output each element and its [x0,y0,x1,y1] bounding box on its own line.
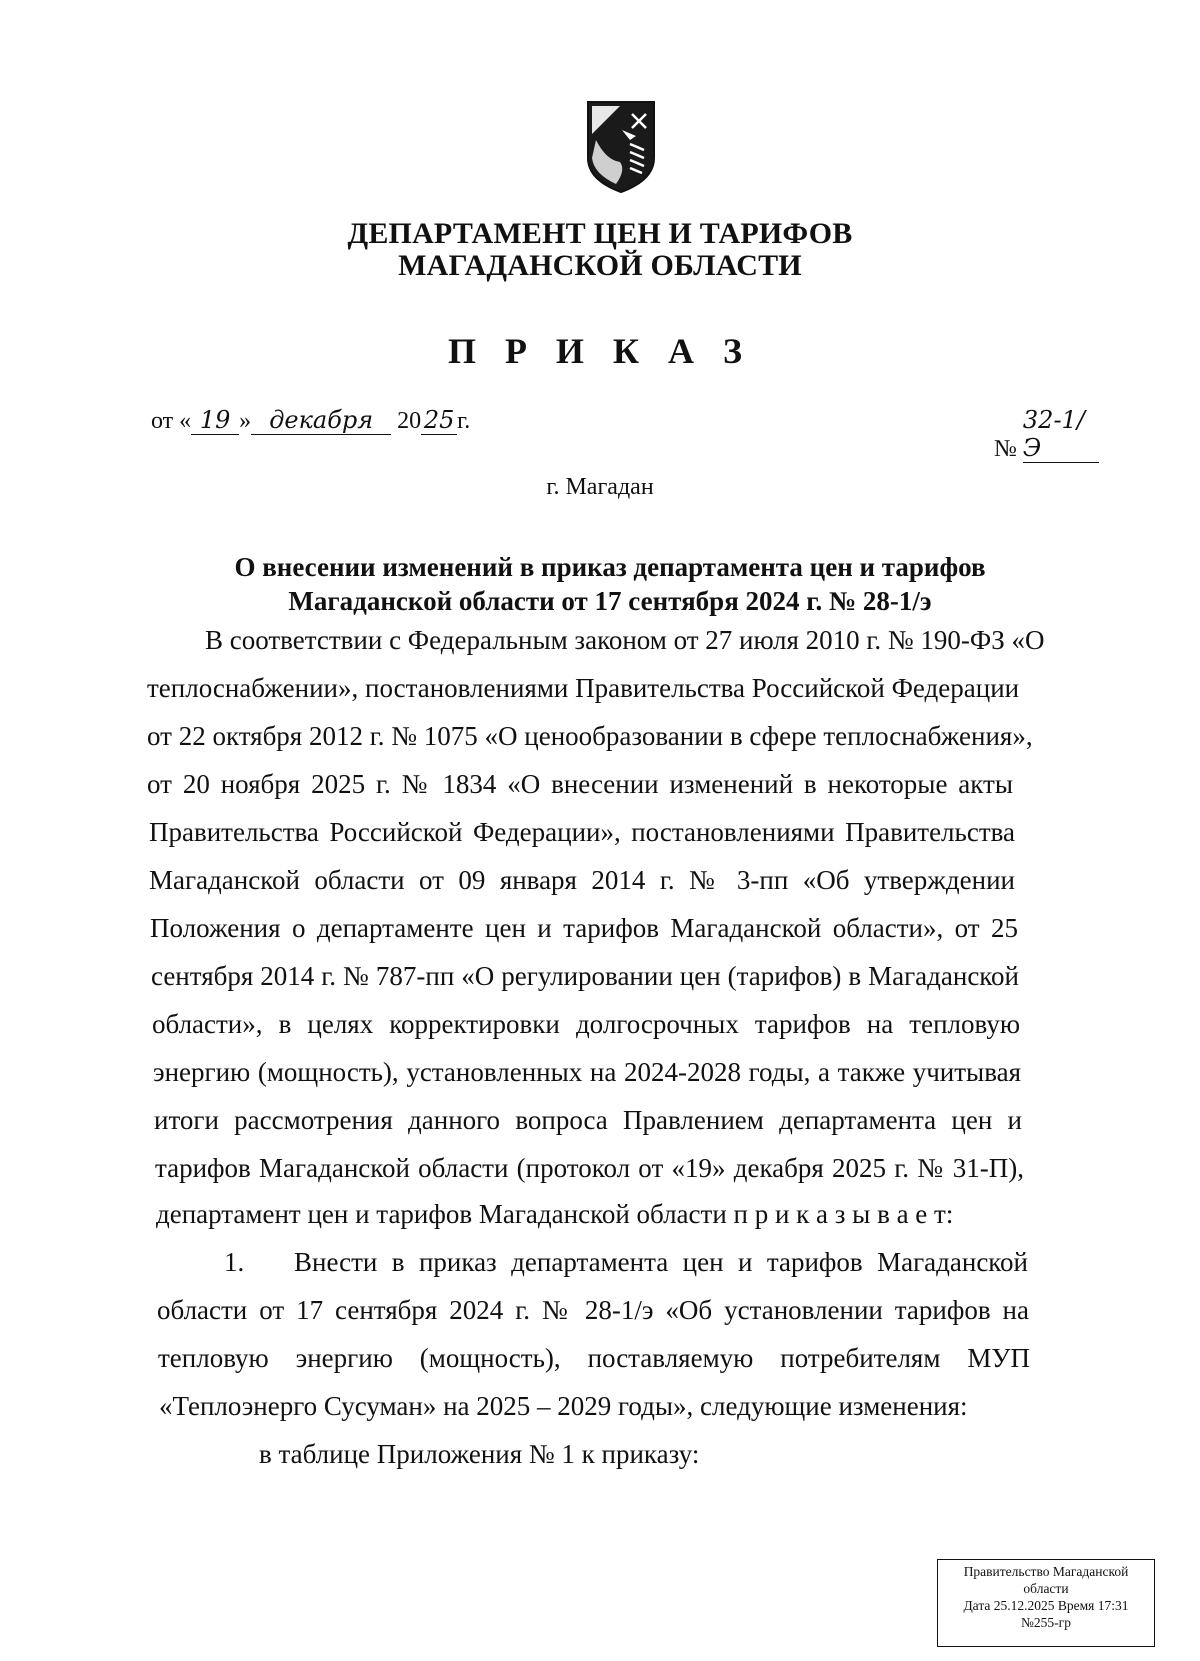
body-line: теплоснабжении», постановлениями Правительства Российской Федерации [147,673,1020,703]
body-line: департамент цен и тарифов Магаданской области п р и к а з ы в а е т: [156,1199,954,1229]
city: г. Магадан [546,474,654,500]
item-line: области от 17 сентября 2024 г. № 28-1/э «Об установлении тарифов на [157,1295,1029,1325]
number-label: № [994,436,1017,462]
date-suffix: г. [457,408,471,434]
date-day: 19 [191,406,239,435]
registration-stamp [937,1559,1155,1647]
order-title-line1: О внесении изменений в приказ департамента цен и тарифов [234,552,986,582]
stamp-line: №255-гр [1021,1615,1071,1630]
body-line: тарифов Магаданской области (протокол от «19» декабря 2025 г. № 31-П), [155,1153,1024,1183]
item-number: 1. [224,1247,245,1277]
body-line: итоги рассмотрения данного вопроса Правлением департамента цен и [154,1105,1022,1135]
body-line: энергию (мощность), установленных на 2024-2028 годы, а также учитывая [153,1057,1021,1087]
department-name-line2: МАГАДАНСКОЙ ОБЛАСТИ [398,249,802,282]
body-line: сентября 2014 г. № 787-пп «О регулировании цен (тарифов) в Магаданской [151,961,1019,991]
body-line: от 20 ноября 2025 г. № 1834 «О внесении изменений в некоторые акты [147,769,1013,799]
body-line: области», в целях корректировки долгосрочных тарифов на тепловую [152,1009,1020,1039]
order-title-line2: Магаданской области от 17 сентября 2024 г. № 28-1/э [288,586,932,616]
coat-of-arms-icon [586,100,656,194]
document-number [994,406,1099,463]
date-year-suffix: 25 [421,406,457,435]
department-name-line1: ДЕПАРТАМЕНТ ЦЕН И ТАРИФОВ [347,217,853,250]
item-line: тепловую энергию (мощность), поставляемую потребителям МУП [158,1343,1030,1373]
date-year-prefix: 20 [397,408,422,434]
number-value: 32-1/Э [1023,406,1099,463]
stamp-line: Правительство Магаданской [963,1564,1129,1579]
body-line: от 22 октября 2012 г. № 1075 «О ценообразовании в сфере теплоснабжения», [147,721,1033,751]
body-line: Правительства Российской Федерации», постановлениями Правительства [149,817,1015,847]
item-line: «Теплоэнерго Сусуман» на 2025 – 2029 годы», следующие изменения: [159,1391,968,1421]
stamp-line: Дата 25.12.2025 Время 17:31 [963,1598,1129,1613]
body-line: В соответствии с Федеральным законом от 27 июля 2010 г. № 190-ФЗ «О [205,625,1045,655]
body-line: Положения о департаменте цен и тарифов Магаданской области», от 25 [150,913,1018,943]
stamp-line: области [1023,1581,1069,1596]
document-type: П Р И К А З [447,331,753,371]
date-prefix: от « [151,408,192,434]
item-line: в таблице Приложения № 1 к приказу: [259,1439,700,1469]
document-date [151,406,470,435]
date-mid: » [239,408,252,434]
body-line: Магаданской области от 09 января 2014 г. № 3-пп «Об утверждении [149,865,1015,895]
date-month: декабря [251,406,391,435]
item-line: Внести в приказ департамента цен и тарифов Магаданской [294,1247,1028,1277]
